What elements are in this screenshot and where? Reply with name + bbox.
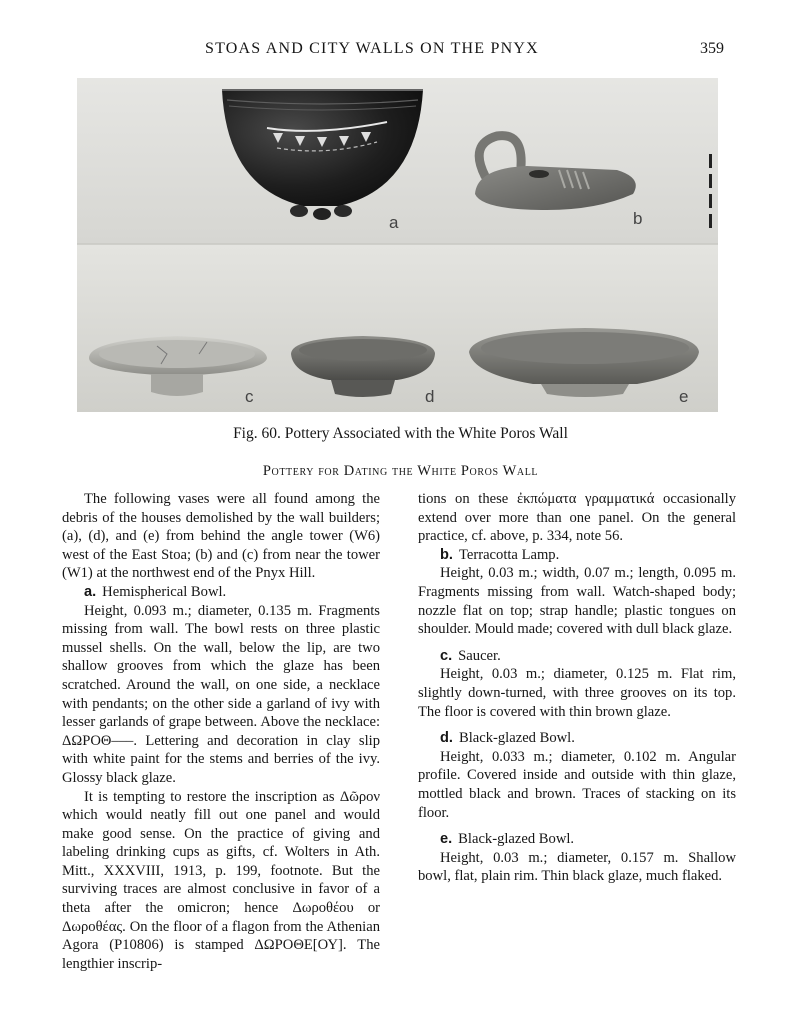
entry-c-title: Saucer.: [458, 647, 501, 664]
figure-label-e: e: [679, 387, 689, 406]
figure-caption: Fig. 60. Pottery Associated with the White Poros Wall: [233, 425, 568, 442]
entry-a-description: Height, 0.093 m.; diameter, 0.135 m. Fragments missing from wall. The bowl rests on three plastic mussel shells. On the wall, below the lip, are two shallow grooves from which the glaze has been scratched. Around the wall, on one side, a necklace with pendants; on the other side a garland of ivy with lesser garlands of grape between. Above the necklace: ΔΩΡΟΘ–––. Lettering and decoration in clay slip with white paint for the stems and berries of the ivy. Glossy black glaze.: [62, 602, 380, 786]
entry-b-heading: [418, 546, 736, 565]
entry-b-key: b.: [440, 546, 453, 563]
running-head-title: STOAS AND CITY WALLS ON THE PNYX: [205, 40, 539, 57]
entry-e-title: Black-glazed Bowl.: [458, 831, 575, 848]
intro-paragraph: The following vases were all found among the debris of the houses demolished by the wall builders; (a), (d), and (e) from behind the angle tower (W6) west of the East Stoa; (b) and (c) from near the tower (W1) at the northwest end of the Pnyx Hill.: [62, 491, 380, 582]
figure-label-b: b: [633, 209, 643, 228]
entry-e-description: Height, 0.03 m.; diameter, 0.157 m. Shallow bowl, flat, plain rim. Thin black glaze, much flaked.: [418, 849, 736, 885]
entry-d-title: Black-glazed Bowl.: [458, 730, 575, 747]
entry-b-description: Height, 0.03 m.; width, 0.07 m.; length, 0.095 m. Fragments missing from wall. Watch-shaped body; nozzle flat on top; strap handle; plastic tongues on shoulder. Mould made; covered with dull black glaze.: [418, 565, 736, 638]
right-column: [418, 490, 736, 886]
entry-a-commentary: It is tempting to restore the inscription as Δῶρον which would neatly fill out one panel and would make good sense. On the practice of giving and labeling drinking cups as gifts, cf. Wolters in Ath. Mitt., XXXVIII, 1913, p. 199, footnote. But the surviving traces are almost conclusive in favor of a theta after the omicron; hence Δωροθέου or Δωροθέας. On the floor of a flagon from the Athenian Agora (P10806) is stamped ΔΩΡΟΘΕ[ΟΥ]. The lengthier inscrip-: [62, 788, 380, 972]
entry-a-key: a.: [84, 583, 97, 600]
running-head: [0, 40, 801, 64]
entry-a-title: Hemispherical Bowl.: [102, 583, 227, 600]
entry-d-heading: [418, 729, 736, 748]
figure-label-d: d: [425, 387, 435, 406]
left-column: [62, 490, 380, 973]
entry-c-key: c.: [440, 647, 453, 664]
entry-d-description: Height, 0.033 m.; diameter, 0.102 m. Angular profile. Covered inside and outside with thin glaze, mottled black and brown. Traces of stacking on its floor.: [418, 748, 736, 821]
entry-c-description: Height, 0.03 m.; diameter, 0.125 m. Flat rim, slightly down-turned, with three grooves on its top. The floor is covered with thin brown glaze.: [418, 666, 736, 720]
entry-a-heading: [62, 583, 380, 602]
entry-d-key: d.: [440, 730, 453, 747]
figure-label-c: c: [245, 387, 254, 406]
figure-label-a: a: [389, 213, 399, 232]
entry-e-key: e.: [440, 831, 453, 848]
commentary-continuation: tions on these ἐκπώματα γραμματικά occasionally extend over more than one panel. On the general practice, cf. above, p. 334, note 56.: [418, 491, 736, 545]
entry-b-title: Terracotta Lamp.: [458, 546, 560, 563]
entry-c-heading: [418, 647, 736, 666]
entry-e-heading: [418, 830, 736, 849]
pottery-photograph: [77, 78, 718, 412]
pottery-photo-drawing: [77, 78, 718, 412]
page-number: 359: [700, 40, 724, 57]
section-heading: Pottery for Dating the White Poros Wall: [262, 463, 539, 479]
